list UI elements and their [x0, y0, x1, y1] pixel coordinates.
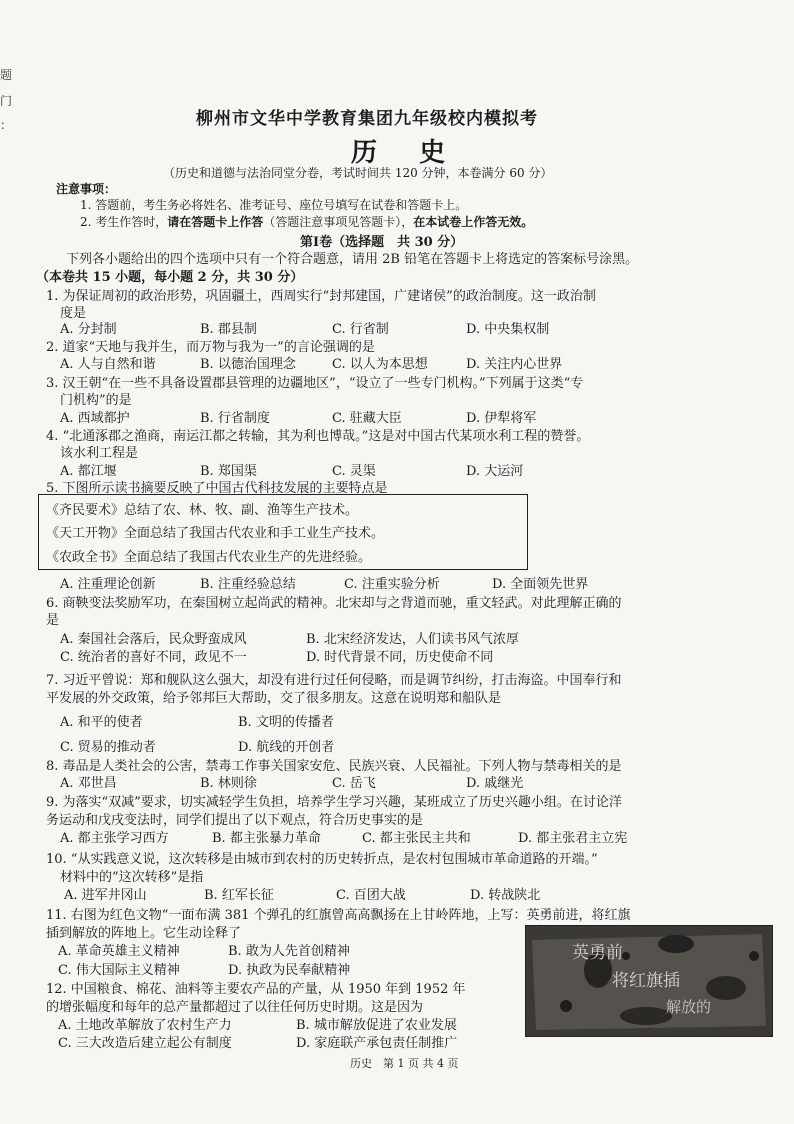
edge-mark: 题 [0, 68, 13, 82]
notes-heading: 注意事项： [56, 182, 117, 196]
q3-option-d: D. 伊犁将军 [466, 411, 537, 426]
q8-option-c: C. 岳飞 [332, 776, 376, 791]
q7-option-a: A. 和平的使者 [60, 715, 143, 730]
q10-option-d: D. 转战陕北 [470, 888, 541, 903]
q8-stem: 8. 毒品是人类社会的公害，禁毒工作事关国家安危、民族兴衰、人民福祉。下列人物与禁毒相关的是 [46, 759, 622, 774]
q1-stem-cont: 度是 [60, 306, 87, 321]
q9-option-b: B. 都主张暴力革命 [212, 831, 321, 846]
q8-option-a: A. 邓世昌 [60, 776, 117, 791]
q8-option-d: D. 戚继光 [466, 776, 524, 791]
q6-stem-cont: 是 [46, 613, 60, 628]
q7-option-b: B. 文明的传播者 [238, 715, 334, 730]
flag-text-line-1: 英勇前 [572, 943, 623, 963]
q7-stem: 7. 习近平曾说：郑和舰队这么强大，却没有进行过任何侵略，而是调节纠纷，打击海盗。中国奉行和 [46, 673, 622, 688]
q10-option-a: A. 进军井冈山 [64, 888, 147, 903]
q7-option-d: D. 航线的开创者 [238, 740, 335, 755]
q2-option-a: A. 人与自然和谐 [60, 357, 156, 372]
q12-stem: 12. 中国粮食、棉花、油料等主要农产品的产量，从 1950 年到 1952 年 [46, 982, 466, 997]
q12-option-b: B. 城市解放促进了农业发展 [296, 1018, 457, 1033]
q5-stem: 5. 下图所示读书摘要反映了中国古代科技发展的主要特点是 [46, 481, 388, 496]
notes-item-2-mid: （答题注意事项见答题卡）， [263, 215, 414, 229]
q3-stem: 3. 汉王朝“在一些不具备设置郡县管理的边疆地区”，“设立了一些专门机构。”下列属于这类“专 [46, 376, 584, 391]
q11-option-a: A. 革命英雄主义精神 [58, 944, 180, 959]
reading-summary-line-1: 《齐民要术》总结了农、林、牧、副、渔等生产技术。 [46, 503, 359, 518]
q2-option-b: B. 以德治国理念 [200, 357, 296, 372]
q6-option-d: D. 时代背景不同，历史使命不同 [306, 650, 494, 665]
flag-text-line-3: 解放的 [666, 998, 712, 1016]
q4-stem: 4. “北通涿郡之渔商，南运江都之转输，其为利也博哉。”这是对中国古代某项水利工程的赞誉。 [46, 429, 590, 444]
q5-option-b: B. 注重经验总结 [200, 577, 296, 592]
q8-option-b: B. 林则徐 [200, 776, 257, 791]
q10-stem-cont: 材料中的“这次转移”是指 [60, 870, 204, 885]
reading-summary-line-3: 《农政全书》全面总结了我国古代农业生产的先进经验。 [46, 550, 372, 565]
flag-text-line-2: 将红旗插 [612, 971, 680, 991]
q4-option-c: C. 灵渠 [332, 464, 376, 479]
edge-mark: ： [0, 118, 13, 132]
q6-option-a: A. 秦国社会落后，民众野蛮成风 [60, 632, 247, 647]
notes-item-2 [80, 213, 533, 230]
q10-option-c: C. 百团大战 [336, 888, 406, 903]
section-instruction: 下列各小题给出的四个选项中只有一个符合题意，请用 2B 铅笔在答题卡上将选定的答案标号涂黑。 [66, 252, 639, 267]
reading-summary-line-2: 《天工开物》全面总结了我国古代农业和手工业生产技术。 [46, 526, 385, 541]
q5-option-c: C. 注重实验分析 [344, 577, 440, 592]
q12-option-d: D. 家庭联产承包责任制推广 [296, 1036, 458, 1051]
q10-stem: 10. “从实践意义说，这次转移是由城市到农村的历史转折点，是农村包围城市革命道路的开端。” [46, 852, 598, 867]
q12-option-c: C. 三大改造后建立起公有制度 [58, 1036, 232, 1051]
q4-stem-cont: 该水利工程是 [60, 446, 139, 461]
q7-option-c: C. 贸易的推动者 [60, 740, 156, 755]
q4-option-a: A. 都江堰 [60, 464, 117, 479]
school-title: 柳州市文华中学教育集团九年级校内模拟考 [196, 109, 538, 129]
edge-mark: 门 [0, 94, 13, 108]
notes-item-2-bold: 请在答题卡上作答 [167, 215, 264, 229]
section-title: 第Ⅰ卷（选择题 共 30 分） [300, 235, 464, 250]
q3-option-a: A. 西域都护 [60, 411, 130, 426]
notes-item-2-pre: 2. 考生作答时， [80, 215, 168, 229]
q9-option-a: A. 都主张学习西方 [60, 831, 169, 846]
q1-option-d: D. 中央集权制 [466, 322, 550, 337]
q1-option-c: C. 行省制 [332, 322, 389, 337]
subtitle: （历史和道德与法治同堂分卷，考试时间共 120 分钟，本卷满分 60 分） [163, 166, 553, 180]
q12-stem-cont: 的增张幅度和每年的总产量都超过了以往任何历史时期。这是因为 [46, 1000, 424, 1015]
q12-option-a: A. 土地改革解放了农村生产力 [58, 1018, 232, 1033]
notes-item-1: 1. 答题前，考生务必将姓名、准考证号、座位号填写在试卷和答题卡上。 [80, 198, 468, 212]
q3-stem-cont: 门机构”的是 [60, 393, 132, 408]
red-flag-photo-art [526, 926, 772, 1036]
q7-stem-cont: 平发展的外交政策，给予邻邦巨大帮助，交了很多朋友。这意在说明郑和船队是 [46, 691, 502, 706]
q4-option-b: B. 郑国渠 [200, 464, 257, 479]
q1-option-a: A. 分封制 [60, 322, 117, 337]
q9-option-d: D. 都主张君主立宪 [518, 831, 628, 846]
q3-option-c: C. 驻藏大臣 [332, 411, 402, 426]
q9-stem: 9. 为落实“双减”要求，切实减轻学生负担，培养学生学习兴趣，某班成立了历史兴趣小组。在讨论洋 [46, 795, 622, 810]
section-scoring: （本卷共 15 小题，每小题 2 分，共 30 分） [36, 270, 304, 285]
q4-option-d: D. 大运河 [466, 464, 524, 479]
q1-option-b: B. 郡县制 [200, 322, 257, 337]
q6-option-b: B. 北宋经济发达，人们读书风气浓厚 [306, 632, 519, 647]
q11-stem-cont: 插到解放的阵地上。它生动诠释了 [46, 926, 242, 941]
q6-option-c: C. 统治者的喜好不同，政见不一 [60, 650, 247, 665]
notes-item-2-end: 在本试卷上作答无效。 [413, 215, 534, 229]
page-footer: 历史 第 1 页 共 4 页 [350, 1057, 459, 1070]
q5-option-a: A. 注重理论创新 [60, 577, 156, 592]
q11-option-c: C. 伟大国际主义精神 [58, 963, 180, 978]
red-flag-photo [525, 925, 773, 1037]
q2-option-c: C. 以人为本思想 [332, 357, 428, 372]
q1-stem: 1. 为保证周初的政治形势，巩固疆土，西周实行“封邦建国，广建诸侯”的政治制度。这一政治制 [46, 289, 596, 304]
q9-stem-cont: 务运动和戊戌变法时，同学们提出了以下观点，符合历史事实的是 [46, 813, 424, 828]
q9-option-c: C. 都主张民主共和 [362, 831, 471, 846]
q5-option-d: D. 全面领先世界 [492, 577, 589, 592]
q2-option-d: D. 关注内心世界 [466, 357, 563, 372]
q2-stem: 2. 道家“天地与我并生，而万物与我为一”的言论强调的是 [46, 340, 375, 355]
q10-option-b: B. 红军长征 [204, 888, 274, 903]
q11-option-d: D. 执政为民奉献精神 [228, 963, 351, 978]
subject-title: 历 史 [351, 138, 454, 168]
q11-option-b: B. 敢为人先首创精神 [228, 944, 350, 959]
q11-stem: 11. 右图为红色文物“一面布满 381 个弹孔的红旗曾高高飘扬在上甘岭阵地，上写：英勇前进，将红旗 [46, 908, 631, 923]
q3-option-b: B. 行省制度 [200, 411, 270, 426]
q6-stem: 6. 商鞅变法奖励军功，在秦国树立起尚武的精神。北宋却与之背道而驰，重文轻武。对此理解正确的 [46, 596, 622, 611]
